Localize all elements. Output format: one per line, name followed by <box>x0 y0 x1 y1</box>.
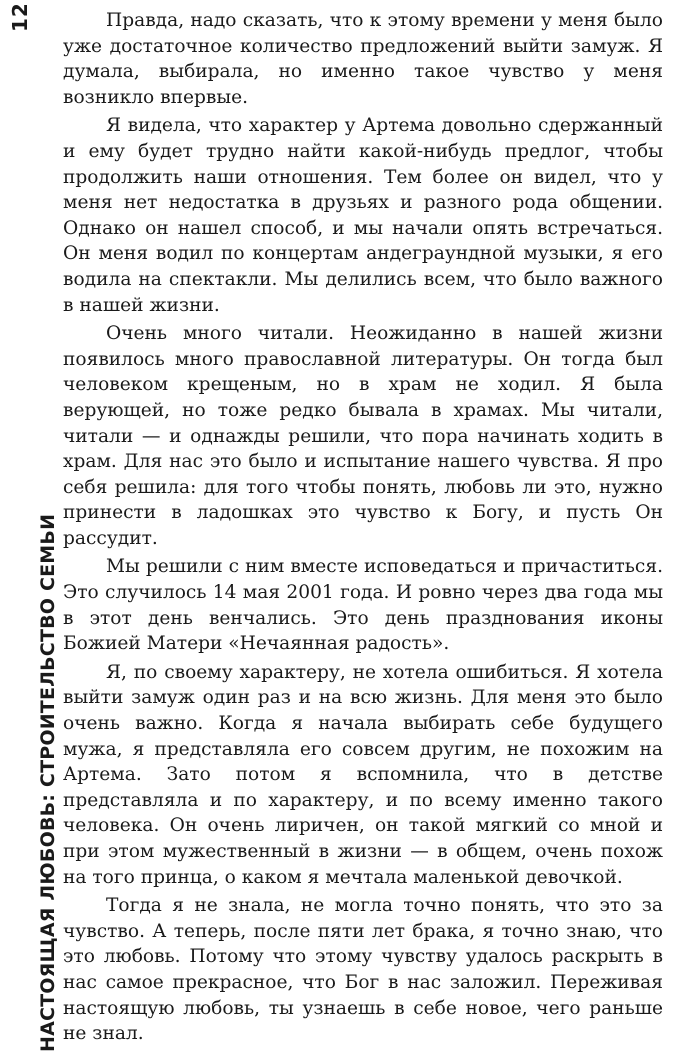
running-head: НАСТОЯЩАЯ ЛЮБОВЬ: СТРОИТЕЛЬСТВО СЕМЬИ <box>37 513 59 1052</box>
paragraph: Очень много читали. Неожиданно в нашей жизни появилось много православной литературы. Он тогда был человеком крещеным, но в храм не ходил. Я была верующей, но тоже редко бывала в храмах. Мы читали, читали — и однажды решили, что пора начинать ходить в храм. Для нас это было и испытание нашего чувства. Я про себя решила: для того чтобы понять, любовь ли это, нужно принести в ладошках это чувство к Богу, и пусть Он рассудит. <box>63 323 663 549</box>
paragraph: Я, по своему характеру, не хотела ошибиться. Я хотела выйти замуж один раз и на всю жизнь. Для меня это было очень важно. Когда я начала выбирать себе будущего мужа, я представляла его совсем другим, не похожим на Артема. Зато потом я вспомнила, что в детстве представляла и по характеру, и по всему именно такого человека. Он очень лиричен, он такой мягкий со мной и при этом мужественный в жизни — в общем, очень похож на того принца, о каком я мечтала маленькой девочкой. <box>63 661 663 888</box>
paragraph: Тогда я не знала, не могла точно понять, что это за чувство. А теперь, после пяти лет брака, я точно знаю, что это любовь. Потому что этому чувству удалось раскрыть в нас самое прекрасное, что Бог в нас заложил. Переживая настоящую любовь, ты узнаешь в себе новое, чего раньше не знал. <box>63 895 663 1045</box>
page-number: 12 <box>8 2 32 32</box>
paragraph: Я видела, что характер у Артема довольно сдержанный и ему будет трудно найти какой-нибудь предлог, чтобы продолжить наши отношения. Тем более он видел, что у меня нет недостатка в друзьях и разного рода общении. Однако он нашел способ, и мы начали опять встречаться. Он меня водил по концертам андеграундной музыки, я его водила на спектакли. Мы делились всем, что было важного в нашей жизни. <box>63 115 663 316</box>
paragraph: Мы решили с ним вместе исповедаться и причаститься. Это случилось 14 мая 2001 года. И ровно через два года мы в этот день венчались. Это день празднования иконы Божией Матери «Нечаянная радость». <box>63 556 663 655</box>
body-text <box>63 8 663 1058</box>
paragraph: Правда, надо сказать, что к этому времени у меня было уже достаточное количество предложений выйти замуж. Я думала, выбирала, но именно такое чувство у меня возникло впервые. <box>63 10 663 108</box>
side-rail <box>0 0 59 1062</box>
